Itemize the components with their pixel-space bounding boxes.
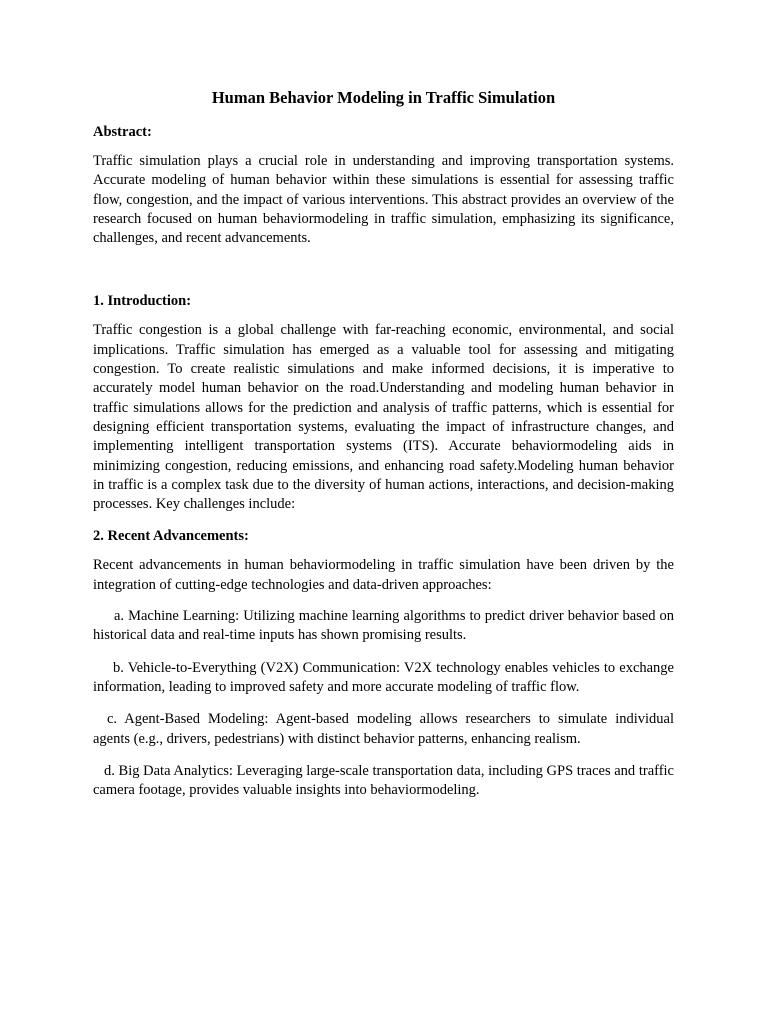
abstract-heading: Abstract: — [93, 124, 152, 140]
document-page — [93, 86, 674, 813]
advancements-intro: Recent advancements in human behaviormodeling in traffic simulation have been driven by the integration of cutting-edge technologies and data-driven approaches: — [93, 557, 674, 593]
advancement-item-machine-learning: a. Machine Learning: Utilizing machine learning algorithms to predict driver behavior based on historical data and real-time inputs has shown promising results. — [93, 608, 674, 644]
advancement-item-v2x: b. Vehicle-to-Everything (V2X) Communication: V2X technology enables vehicles to exchange information, leading to improved safety and more accurate modeling of traffic flow. — [93, 659, 674, 695]
introduction-text: Traffic congestion is a global challenge with far-reaching economic, environmental, and social implications. Traffic simulation has emerged as a valuable tool for assessing and mitigating congestion. To create realistic simulations and make informed decisions, it is imperative to accurately model human behavior on the road.Understanding and modeling human behavior in traffic simulations allows for the prediction and analysis of traffic patterns, which is essential for designing efficient transportation systems, evaluating the impact of infrastructure changes, and implementing intelligent transportation systems (ITS). Accurate behaviormodeling aids in minimizing congestion, reducing emissions, and enhancing road safety.Modeling human behavior in traffic is a complex task due to the diversity of human actions, interactions, and decision-making processes. Key challenges include: — [93, 322, 674, 513]
advancement-item-big-data: d. Big Data Analytics: Leveraging large-scale transportation data, including GPS traces and traffic camera footage, provides valuable insights into behaviormodeling. — [93, 762, 674, 799]
abstract-text: Traffic simulation plays a crucial role in understanding and improving transportation systems. Accurate modeling of human behavior within these simulations is essential for assessing traffic flow, congestion, and the impact of various interventions. This abstract provides an overview of the research focused on human behaviormodeling in traffic simulation, emphasizing its significance, challenges, and recent advancements. — [93, 153, 674, 247]
document-title: Human Behavior Modeling in Traffic Simulation — [211, 88, 556, 107]
advancement-item-agent-based: c. Agent-Based Modeling: Agent-based modeling allows researchers to simulate individual agents (e.g., drivers, pedestrians) with distinct behavior patterns, enhancing realism. — [93, 711, 674, 747]
introduction-heading: 1. Introduction: — [93, 293, 192, 310]
advancements-heading: 2. Recent Advancements: — [93, 528, 249, 545]
